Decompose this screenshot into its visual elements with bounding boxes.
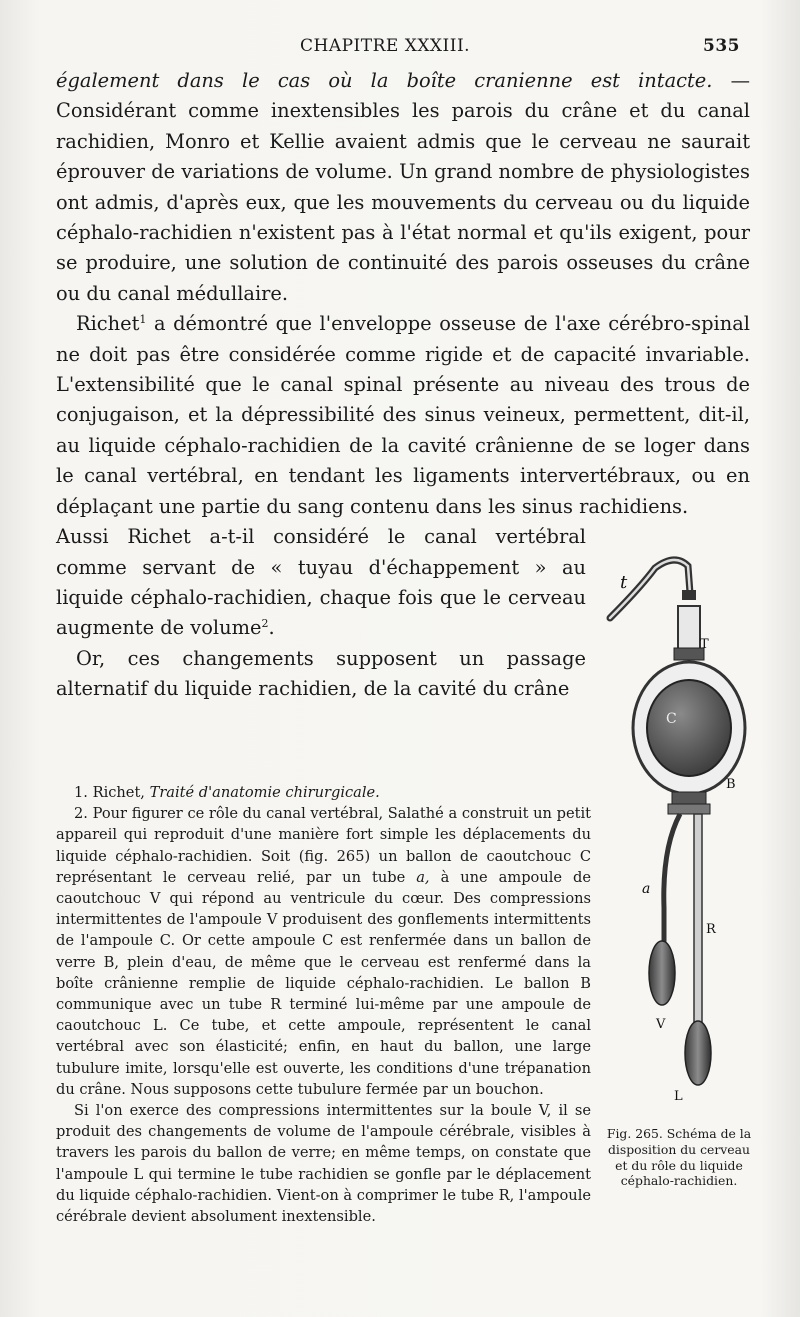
footnote-2-letter-a: a, (416, 868, 430, 886)
emphasis-intact-skull: également dans le cas où la boîte cranienne est intacte. (56, 69, 713, 92)
author-richet: Richet (76, 312, 140, 336)
footnote-2-text-2: à une ampoule de caoutchouc V qui répond au ventricule du cœur. Des compressions intermittentes de l'ampoule V produisent des gonflements intermittents de l'ampoule C. Or cette ampoule C est renfermée dans un ballon de verre B, plein d'eau, de même que le cerveau est renfermé dans la boîte crânienne remplie de liquide céphalo-rachidien. Le ballon B communique avec un tube R terminé lui-même par une ampoule de caoutchouc L. Ce tube, et cette ampoule, représentent le canal vertébral avec son élasticité; enfin, en haut du ballon, une large tubulure imite, lorsqu'elle est ouverte, les conditions d'une trépanation du crâne. Nous supposons cette tubulure fermée par un bouchon. (56, 868, 592, 1098)
footnote-2-text: Pour figurer ce rôle du canal vertébral, Salathé a construit un petit appareil qui reproduit d'une manière fort simple les déplacements du liquide céphalo-rachidien. Soit (fig. 265) un ballon de caoutchouc C représentant le cerveau relié, par un tube (56, 805, 591, 886)
paragraph-2-text-b: Aussi Richet a-t-il considéré le canal vertébral comme servant de « tuyau d'échappement » au liquide céphalo-rachidien, chaque fois que le cerveau augmente de volume (56, 525, 586, 640)
chapter-title: CHAPITRE XXXIII. (300, 36, 471, 56)
footnote-ref-1: 1 (139, 313, 147, 327)
label-T: T (700, 637, 709, 652)
footnote-ref-2: 2 (261, 617, 269, 631)
label-L: L (674, 1089, 683, 1104)
paragraph-3: Or, ces changements supposent un passage alternatif du liquide rachidien, de la cavité du crâne (56, 646, 586, 701)
bulb-L (685, 1021, 711, 1085)
footnote-2 (56, 803, 591, 1100)
footnote-1 (56, 782, 591, 803)
tube-a (664, 814, 680, 943)
footnote-1-author: Richet, (92, 784, 145, 801)
footnote-1-number: 1. (74, 784, 88, 801)
label-B: B (726, 777, 736, 792)
label-a: a (642, 881, 651, 897)
bulb-V (649, 941, 675, 1005)
label-V: V (656, 1017, 666, 1032)
paragraph-2-text-a: a démontré que l'enveloppe osseuse de l'axe cérébro-spinal ne doit pas être considérée comme rigide et de capacité invariable. L'extensibilité que le canal spinal présente au niveau des trous de conjugaison, et la dépressibilité des sinus veineux, permettent, dit-il, au liquide céphalo-rachidien de la cavité crânienne de se loger dans le canal vertébral, en tendant les ligaments intervertébraux, ou en déplaçant une partie du sang contenu dans les sinus rachidiens. (56, 312, 750, 518)
apparatus-figure (600, 548, 780, 1108)
wrapped-text-column (56, 522, 586, 704)
paragraph-1 (56, 66, 750, 309)
label-t: t (620, 572, 628, 593)
running-header (60, 36, 750, 60)
label-R: R (706, 922, 716, 937)
figure-caption: Fig. 265. Schéma de la disposition du cerveau et du rôle du liquide céphalo-rachidien. (606, 1126, 752, 1189)
label-C: C (666, 711, 677, 727)
page-number: 535 (703, 36, 740, 56)
footnote-2-number: 2. (74, 805, 88, 823)
footnotes-wrapped (56, 782, 591, 1227)
footnote-1-title: Traité d'anatomie chirurgicale. (149, 784, 380, 801)
tube-R (694, 814, 702, 1024)
footnote-3: Si l'on exerce des compressions intermittentes sur la boule V, il se produit des changements de volume de l'ampoule cérébrale, visibles à travers les parois du ballon de verre; en même temps, on constate que l'ampoule L qui termine le tube rachidien se gonfle par le déplacement du liquide céphalo-rachidien. Vient-on à comprimer le tube R, l'ampoule cérébrale devient absolument inextensible. (56, 1102, 591, 1226)
paragraph-1-text: — Considérant comme inextensibles les parois du crâne et du canal rachidien, Monro et Kellie avaient admis que le cerveau ne saurait éprouver de variations de volume. Un grand nombre de physiologistes ont admis, d'après eux, que les mouvements du cerveau ou du liquide céphalo-rachidien n'existent pas à l'état normal et qu'ils exigent, pour se produire, une solution de continuité des parois osseuses du crâne ou du canal médullaire. (56, 69, 750, 305)
stopcock (682, 590, 696, 600)
cerebral-bulb-C (647, 680, 731, 776)
paragraph-2-end: . (268, 616, 275, 640)
paragraph-2-continued (56, 522, 586, 644)
paragraph-2 (56, 309, 750, 522)
